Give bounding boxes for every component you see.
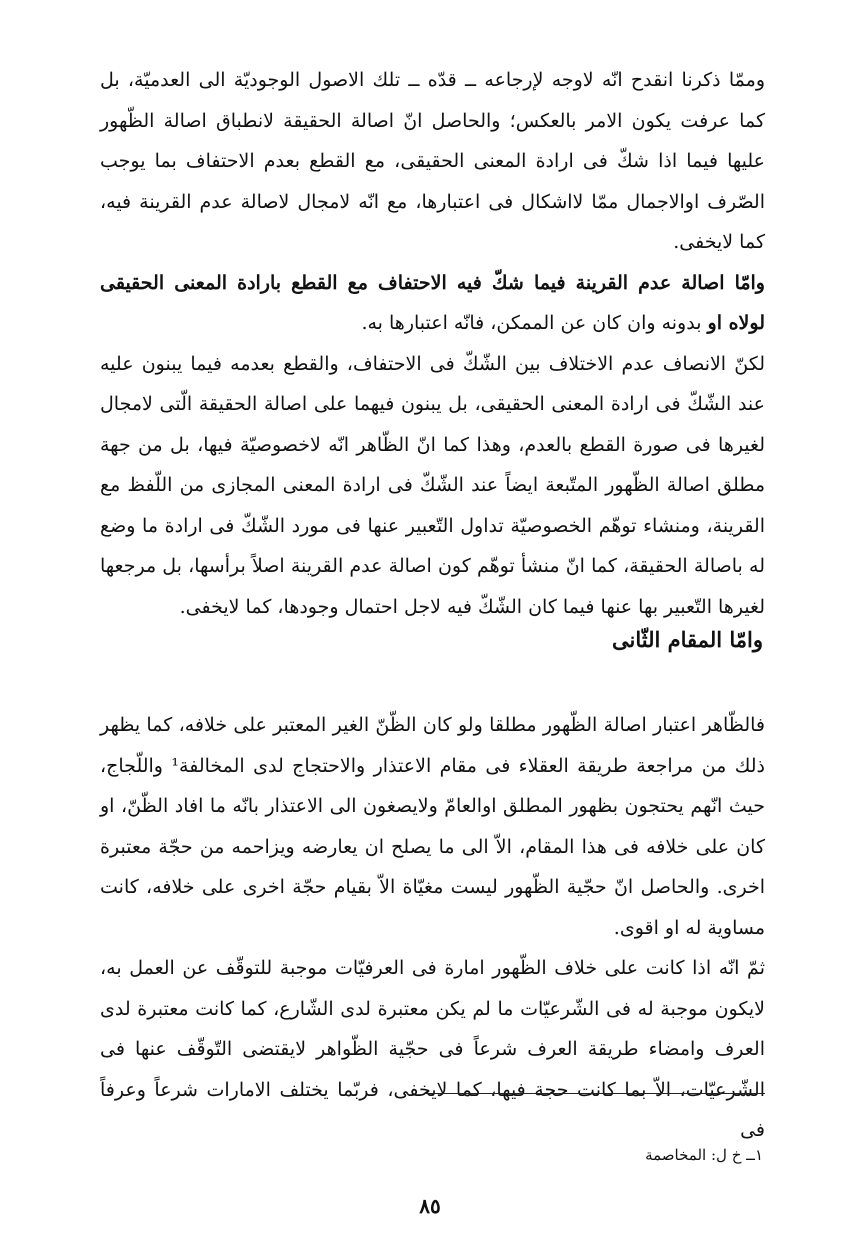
- paragraph-1: وممّا ذكرنا انقدح انّه لاوجه لإرجاعه ــ قدّه ــ تلك الاصول الوجوديّة الى العدميّة، بل كما عرفت يكون الامر بالعكس؛ والحاصل انّ اصالة الحقيقة لانطباق اصالة الظّهور عليها فيما اذا شكّ فى ارادة المعنى الحقيقى، مع القطع بعدم الاحتفاف بما يوجب الصّرف اوالاجمال ممّا لااشكال فى اعتبارها، مع انّه لامجال لاصالة عدم القرينة فيه، كما لايخفى.: [100, 69, 765, 253]
- paragraph-2-continuation: بدونه وان كان عن الممكن، فانّه اعتبارها به.: [361, 312, 702, 334]
- paragraph-2: [100, 263, 765, 344]
- lower-text-block: [100, 705, 765, 1151]
- section-heading: وامّا المقام الثّانى: [612, 627, 763, 652]
- paragraph-2-bold-lead: وامّا اصالة عدم القرينة فيما شكّ فيه الاحتفاف مع القطع بارادة المعنى الحقيقى لولاه او: [100, 271, 765, 334]
- footnote: ١ــ خ ل: المخاصمة: [645, 1146, 763, 1164]
- paragraph-4: فالظّاهر اعتبار اصالة الظّهور مطلقا ولو كان الظّنّ الغير المعتبر على خلافه، كما يظهر ذلك من مراجعة طريقة العقلاء فى مقام الاعتذار والاحتجاج لدى المخالفة¹ واللّجاج، حيث انّهم يحتجون بظهور المطلق اوالعامّ ولايصغون الى الاعتذار بانّه ما افاد الظّنّ، او كان على خلافه فى هذا المقام، الاّ الى ما يصلح ان يعارضه ويزاحمه من حجّة معتبرة اخرى. والحاصل انّ حجّية الظّهور ليست مغيّاة الاّ بقيام حجّة اخرى على خلافه، كانت مساوية له او اقوى.: [100, 714, 765, 939]
- upper-text-block: [100, 60, 765, 627]
- footnote-divider: [425, 1093, 765, 1094]
- paragraph-3: لكنّ الانصاف عدم الاختلاف بين الشّكّ فى الاحتفاف، والقطع بعدمه فيما يبنون عليه عند الشّكّ فى ارادة المعنى الحقيقى، بل يبنون فيهما على اصالة الحقيقة الّتى لامجال لغيرها فى صورة القطع بالعدم، وهذا كما انّ الظّاهر انّه لاخصوصيّة فيها، بل من جهة مطلق اصالة الظّهور المتّبعة ايضاً عند الشّكّ فى ارادة المعنى المجازى من اللّفظ مع القرينة، ومنشاء توهّم الخصوصيّة تداول التّعبير عنها فى مورد الشّكّ فى ارادة ما وضع له باصالة الحقيقة، كما انّ منشأ توهّم كون اصالة عدم القرينة اصلاً برأسها، بل مرجعها لغيرها التّعبير بها عنها فيما كان الشّكّ فيه لاجل احتمال وجودها، كما لايخفى.: [100, 352, 765, 618]
- page-number: ٨٥: [419, 1194, 441, 1218]
- paragraph-5: ثمّ انّه اذا كانت على خلاف الظّهور امارة فى العرفيّات موجبة للتوقّف عن العمل به، لايكون موجبة له فى الشّرعيّات ما لم يكن معتبرة لدى الشّارع، كما كانت معتبرة لدى العرف وامضاء طريقة العرف شرعاً فى حجّية الظّواهر لايقتضى التّوقّف عنها فى الشّرعيّات، الاّ بما كانت حجة فيها، كما لايخفى، فربّما يختلف الامارات شرعاً وعرفاً فى: [100, 957, 765, 1141]
